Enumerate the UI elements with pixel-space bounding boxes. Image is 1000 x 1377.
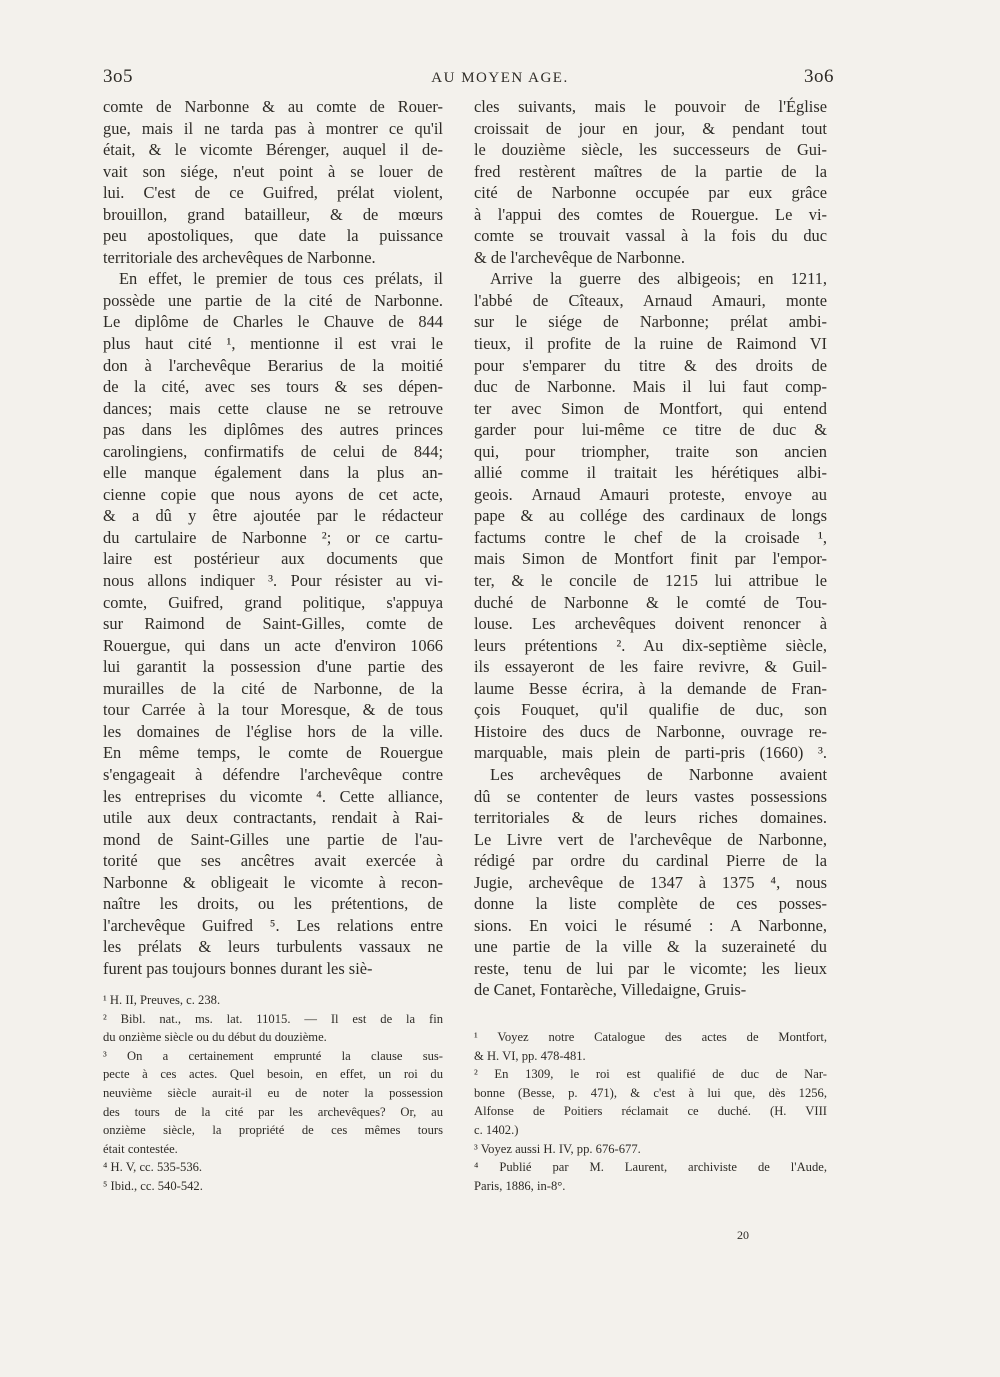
text-line: laire est postérieur aux documents que xyxy=(103,549,443,569)
text-line: furent pas toujours bonnes durant les siè- xyxy=(103,958,373,978)
text-line: elle manque également dans la plus an- xyxy=(103,463,443,483)
footnote-line: ⁴ H. V, cc. 535-536. xyxy=(103,1160,203,1175)
text-line: tieux, il profite de la ruine de Raimond VI xyxy=(474,334,827,354)
text-line: torité que ses ancêtres avait exercée à xyxy=(103,851,443,871)
text-line: allié comme il traitait les hérétiques albi- xyxy=(474,463,827,483)
text-line: peu apostoliques, que date la puissance xyxy=(103,226,443,246)
text-line: plus haut cité ¹, mentionne il est vrai le xyxy=(103,334,443,354)
text-line: qui, pour triompher, traite son ancien xyxy=(474,441,827,461)
footnote-line: ⁴ Publié par M. Laurent, archiviste de l'Aude, xyxy=(474,1160,827,1175)
right-text-column xyxy=(474,96,827,1001)
text-line: mais Simon de Montfort finit par l'empor- xyxy=(474,549,827,569)
text-line: Le diplôme de Charles le Chauve de 844 xyxy=(103,312,443,332)
running-title: AU MOYEN AGE. xyxy=(431,70,569,86)
text-line: Le Livre vert de l'archevêque de Narbonne, xyxy=(474,829,827,849)
text-line: les entreprises du vicomte ⁴. Cette alliance, xyxy=(103,786,443,806)
text-line: Rouergue, qui dans un acte d'environ 1066 xyxy=(103,635,443,655)
text-line: Histoire des ducs de Narbonne, ouvrage re- xyxy=(474,721,827,741)
text-line: carolingiens, confirmatifs de celui de 844; xyxy=(103,441,443,461)
text-line: l'archevêque Guifred ⁵. Les relations entre xyxy=(103,915,443,935)
text-line: sur le siége de Narbonne; prélat ambi- xyxy=(474,312,827,332)
text-line: utile aux deux contractants, rendait à Rai- xyxy=(103,808,443,828)
text-line: de Canet, Fontarèche, Villedaigne, Gruis- xyxy=(474,980,747,1000)
text-line: comte se trouvait vassal à la fois du duc xyxy=(474,226,827,246)
text-line: l'abbé de Cîteaux, Arnaud Amauri, monte xyxy=(474,290,827,310)
text-line: sur Raimond de Saint-Gilles, comte de xyxy=(103,614,443,634)
text-line: murailles de la cité de Narbonne, de la xyxy=(103,678,443,698)
text-line: leurs prétentions ². Au dix-septième siècle, xyxy=(474,635,827,655)
text-line: naître les droits, ou les prétentions, de xyxy=(103,894,443,914)
left-page-number: 3o5 xyxy=(103,66,133,87)
left-text-column xyxy=(103,96,443,979)
footnote-line: ³ On a certainement emprunté la clause sus- xyxy=(103,1048,443,1063)
footnote-line: c. 1402.) xyxy=(474,1122,519,1137)
footnote-line: bonne (Besse, p. 471), & c'est à lui que, dès 1256, xyxy=(474,1085,827,1100)
text-line: louse. Les archevêques doivent renoncer à xyxy=(474,614,827,634)
text-line: En effet, le premier de tous ces prélats, il xyxy=(119,269,443,289)
text-line: nous allons indiquer ³. Pour résister au vi- xyxy=(103,571,443,591)
text-line: mond de Saint-Gilles une partie de l'au- xyxy=(103,829,443,849)
text-line: rédigé par ordre du cardinal Pierre de la xyxy=(474,851,827,871)
right-footnotes xyxy=(474,1028,827,1195)
text-line: tour Carrée à la tour Moresque, & de tous xyxy=(103,700,443,720)
text-line: de la cité, avec ses tours & ses dépen- xyxy=(103,377,443,397)
text-line: garder pour lui-même ce titre de duc & xyxy=(474,420,827,440)
footnote-line: ³ Voyez aussi H. IV, pp. 676-677. xyxy=(474,1141,641,1156)
footnote-line: du onzième siècle ou du début du douzième. xyxy=(103,1030,327,1045)
footnote-line: ⁵ Ibid., cc. 540-542. xyxy=(103,1178,203,1193)
text-line: geois. Arnaud Amauri proteste, envoye au xyxy=(474,484,827,504)
text-line: une partie de la ville & la suzeraineté du xyxy=(474,937,827,957)
text-line: fred restèrent maîtres de la partie de la xyxy=(474,161,827,181)
text-line: cienne copie que nous ayons de cet acte, xyxy=(103,484,443,504)
text-line: Arrive la guerre des albigeois; en 1211, xyxy=(490,269,827,289)
text-line: territoriales & de leurs riches domaines. xyxy=(474,808,827,828)
text-line: duché de Narbonne & le comté de Tou- xyxy=(474,592,827,612)
text-line: comte de Narbonne & au comte de Rouer- xyxy=(103,97,443,116)
text-line: lui. C'est de ce Guifred, prélat violent, xyxy=(103,183,443,203)
text-line: brouillon, grand batailleur, & de mœurs xyxy=(103,204,443,224)
text-line: comte, Guifred, grand politique, s'appuya xyxy=(103,592,443,612)
footnote-line: des tours de la cité par les archevêques? Or, au xyxy=(103,1104,443,1119)
text-line: don à l'archevêque Berarius de la moitié xyxy=(103,355,443,375)
text-line: possède une partie de la cité de Narbonne. xyxy=(103,290,443,310)
text-line: gue, mais il ne tarda pas à montrer ce qu'il xyxy=(103,118,443,138)
footnote-line: onzième siècle, la propriété de ces mêmes tours xyxy=(103,1123,443,1138)
text-line: à l'appui des comtes de Rouergue. Le vi- xyxy=(474,204,827,224)
text-line: & a dû y être ajoutée par le rédacteur xyxy=(103,506,443,526)
text-line: territoriale des archevêques de Narbonne. xyxy=(103,247,376,267)
footnote-line: pecte à ces actes. Quel besoin, en effet, un roi du xyxy=(103,1067,443,1082)
text-line: lui garantit la possession d'une partie des xyxy=(103,657,443,677)
footnote-line: ¹ Voyez notre Catalogue des actes de Montfort, xyxy=(474,1030,827,1044)
footnote-line: ² Bibl. nat., ms. lat. 11015. — Il est de la fin xyxy=(103,1011,443,1026)
text-line: Jugie, archevêque de 1347 à 1375 ⁴, nous xyxy=(474,872,827,892)
text-line: & de l'archevêque de Narbonne. xyxy=(474,247,685,267)
text-line: sions. En voici le résumé : A Narbonne, xyxy=(474,915,827,935)
text-line: duc de Narbonne. Mais il lui faut comp- xyxy=(474,377,827,397)
text-line: dances; mais cette clause ne se retrouve xyxy=(103,398,443,418)
text-line: laume Besse écrira, à la demande de Fran- xyxy=(474,678,827,698)
text-line: pas dans les diplômes des autres princes xyxy=(103,420,443,440)
text-line: cles suivants, mais le pouvoir de l'Église xyxy=(474,97,827,116)
text-line: le douzième siècle, les successeurs de Gui- xyxy=(474,140,827,160)
footnote-line: ² En 1309, le roi est qualifié de duc de Nar- xyxy=(474,1067,827,1082)
text-line: s'engageait à défendre l'archevêque contre xyxy=(103,764,443,784)
text-line: était, & le vicomte Bérenger, auquel il de- xyxy=(103,140,443,160)
left-footnotes xyxy=(103,991,443,1196)
footnote-line: ¹ H. II, Preuves, c. 238. xyxy=(103,993,221,1007)
text-line: cité de Narbonne occupée par eux grâce xyxy=(474,183,827,203)
text-line: marquable, mais plein de parti-pris (1660) ³. xyxy=(474,743,827,763)
text-line: dû se contenter de leurs vastes possessions xyxy=(474,786,827,806)
text-line: donne la liste complète de ces posses- xyxy=(474,894,827,914)
text-line: pour s'emparer du titre & des droits de xyxy=(474,355,827,375)
text-line: croissait de jour en jour, & pendant tout xyxy=(474,118,827,138)
footnote-line: Alfonse de Poitiers réclamait ce duché. (H. VIII xyxy=(474,1104,827,1119)
text-line: Les archevêques de Narbonne avaient xyxy=(490,764,827,784)
footnote-line: & H. VI, pp. 478-481. xyxy=(474,1048,586,1063)
text-line: ter avec Simon de Montfort, qui entend xyxy=(474,398,827,418)
text-line: reste, tenu de lui par le vicomte; les lieux xyxy=(474,958,827,978)
text-line: du cartulaire de Narbonne ²; or ce cartu- xyxy=(103,527,443,547)
footnote-line: était contestée. xyxy=(103,1141,178,1156)
text-line: pape & au collége des cardinaux de longs xyxy=(474,506,827,526)
text-line: En même temps, le comte de Rouergue xyxy=(103,743,443,763)
text-line: ils essayeront de les faire revivre, & Guil- xyxy=(474,657,827,677)
footnote-line: neuvième siècle aurait-il eu de noter la possession xyxy=(103,1085,443,1100)
right-page-number: 3o6 xyxy=(804,66,834,87)
text-line: çois Fouquet, qu'il qualifie de duc, son xyxy=(474,700,827,720)
text-line: ter, & le concile de 1215 lui attribue le xyxy=(474,571,827,591)
text-line: factums contre le chef de la croisade ¹, xyxy=(474,527,827,547)
text-line: vait son siége, n'eut point à se louer de xyxy=(103,161,443,181)
footnote-line: Paris, 1886, in-8°. xyxy=(474,1178,566,1193)
signature-mark: 20 xyxy=(737,1228,749,1242)
text-line: les domaines de l'église hors de la ville. xyxy=(103,721,443,741)
text-line: les prélats & leurs turbulents vassaux ne xyxy=(103,937,443,957)
text-line: Narbonne & obligeait le vicomte à recon- xyxy=(103,872,443,892)
